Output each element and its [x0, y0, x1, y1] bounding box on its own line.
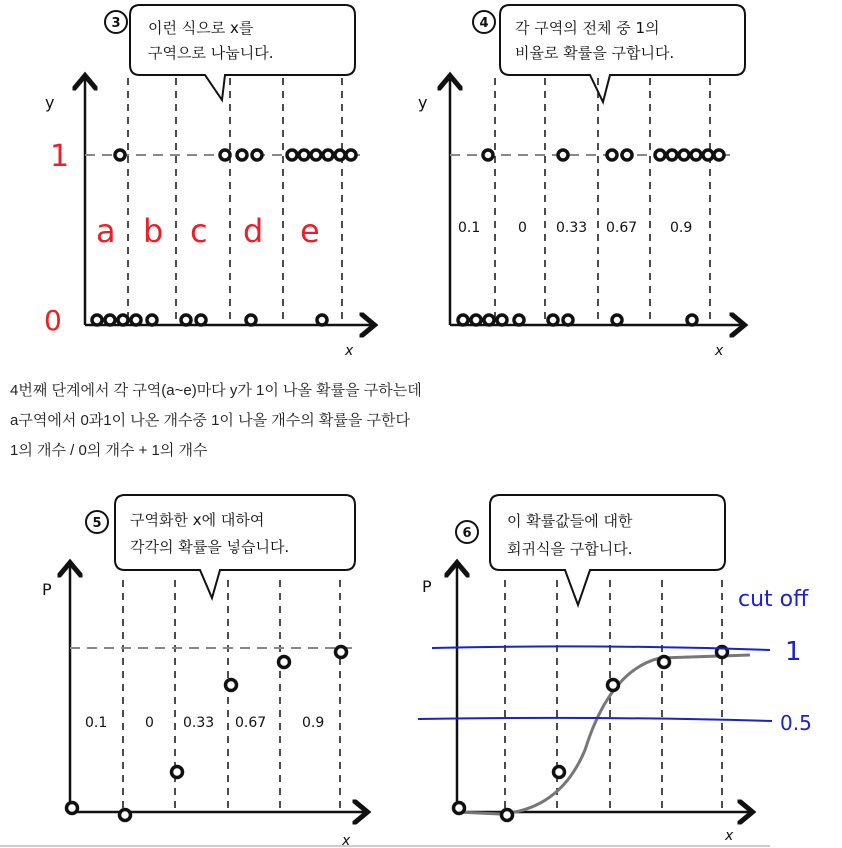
x-axis-label: x — [725, 828, 734, 844]
y-axis-label: y — [45, 93, 55, 112]
step-number: 5 — [92, 516, 102, 531]
x-axis-label: x — [715, 343, 724, 359]
bubble-line-2: 구역으로 나눕니다. — [148, 44, 274, 62]
y-tick-1: 1 — [50, 139, 70, 174]
data-points — [458, 150, 724, 325]
cutoff-one-label: 1 — [785, 637, 802, 667]
prob-c: 0.33 — [183, 715, 215, 731]
region-label-e: e — [300, 212, 320, 250]
regression-curve — [457, 655, 750, 814]
region-label-b: b — [143, 212, 164, 250]
region-dividers — [505, 580, 722, 812]
explanation-line-1: 4번째 단계에서 각 구역(a~e)마다 y가 1이 나올 확률을 구하는데 — [10, 382, 422, 399]
bubble-line-1: 구역화한 x에 대하여 — [130, 511, 265, 529]
bubble-line-2: 비율로 확률을 구합니다. — [515, 44, 675, 62]
cutoff-half-label: 0.5 — [780, 711, 812, 735]
panel-3 — [44, 5, 372, 359]
region-dividers — [495, 78, 710, 325]
panel-5 — [42, 495, 365, 848]
panel-6 — [418, 495, 812, 844]
bubble-line-2: 각각의 확률을 넣습니다. — [130, 538, 290, 556]
region-label-d: d — [243, 212, 264, 250]
prob-a: 0.1 — [458, 220, 481, 236]
y-axis-label: y — [418, 93, 428, 112]
bubble-line-1: 이런 식으로 x를 — [148, 19, 254, 37]
bubble-line-1: 각 구역의 전체 중 1의 — [515, 19, 660, 37]
cutoff-label: cut off — [738, 587, 809, 612]
x-axis-label: x — [345, 343, 354, 359]
x-axis-label: x — [342, 833, 351, 848]
region-label-a: a — [96, 212, 116, 250]
prob-d: 0.67 — [606, 220, 638, 236]
y-axis-label: P — [422, 577, 432, 596]
prob-b: 0 — [145, 715, 154, 731]
step-number: 4 — [479, 16, 489, 31]
step-number: 6 — [462, 526, 472, 541]
explanation-line-2: a구역에서 0과1이 나온 개수중 1이 나올 개수의 확률을 구한다 — [10, 412, 410, 429]
y-axis-label: P — [42, 580, 52, 599]
prob-e: 0.9 — [302, 715, 325, 731]
region-dividers — [128, 78, 342, 325]
prob-a: 0.1 — [85, 715, 108, 731]
region-label-c: c — [190, 212, 208, 250]
step-number: 3 — [111, 16, 121, 31]
prob-c: 0.33 — [556, 220, 588, 236]
explanation-line-3: 1의 개수 / 0의 개수 + 1의 개수 — [10, 442, 208, 459]
probability-points — [67, 647, 347, 821]
bubble-line-2: 회귀식을 구합니다. — [507, 540, 633, 558]
prob-b: 0 — [518, 220, 527, 236]
panel-4 — [418, 5, 745, 359]
region-dividers — [123, 580, 340, 812]
prob-d: 0.67 — [235, 715, 267, 731]
y-tick-0: 0 — [44, 304, 62, 337]
prob-e: 0.9 — [670, 220, 693, 236]
bubble-line-1: 이 확률값들에 대한 — [507, 512, 633, 530]
